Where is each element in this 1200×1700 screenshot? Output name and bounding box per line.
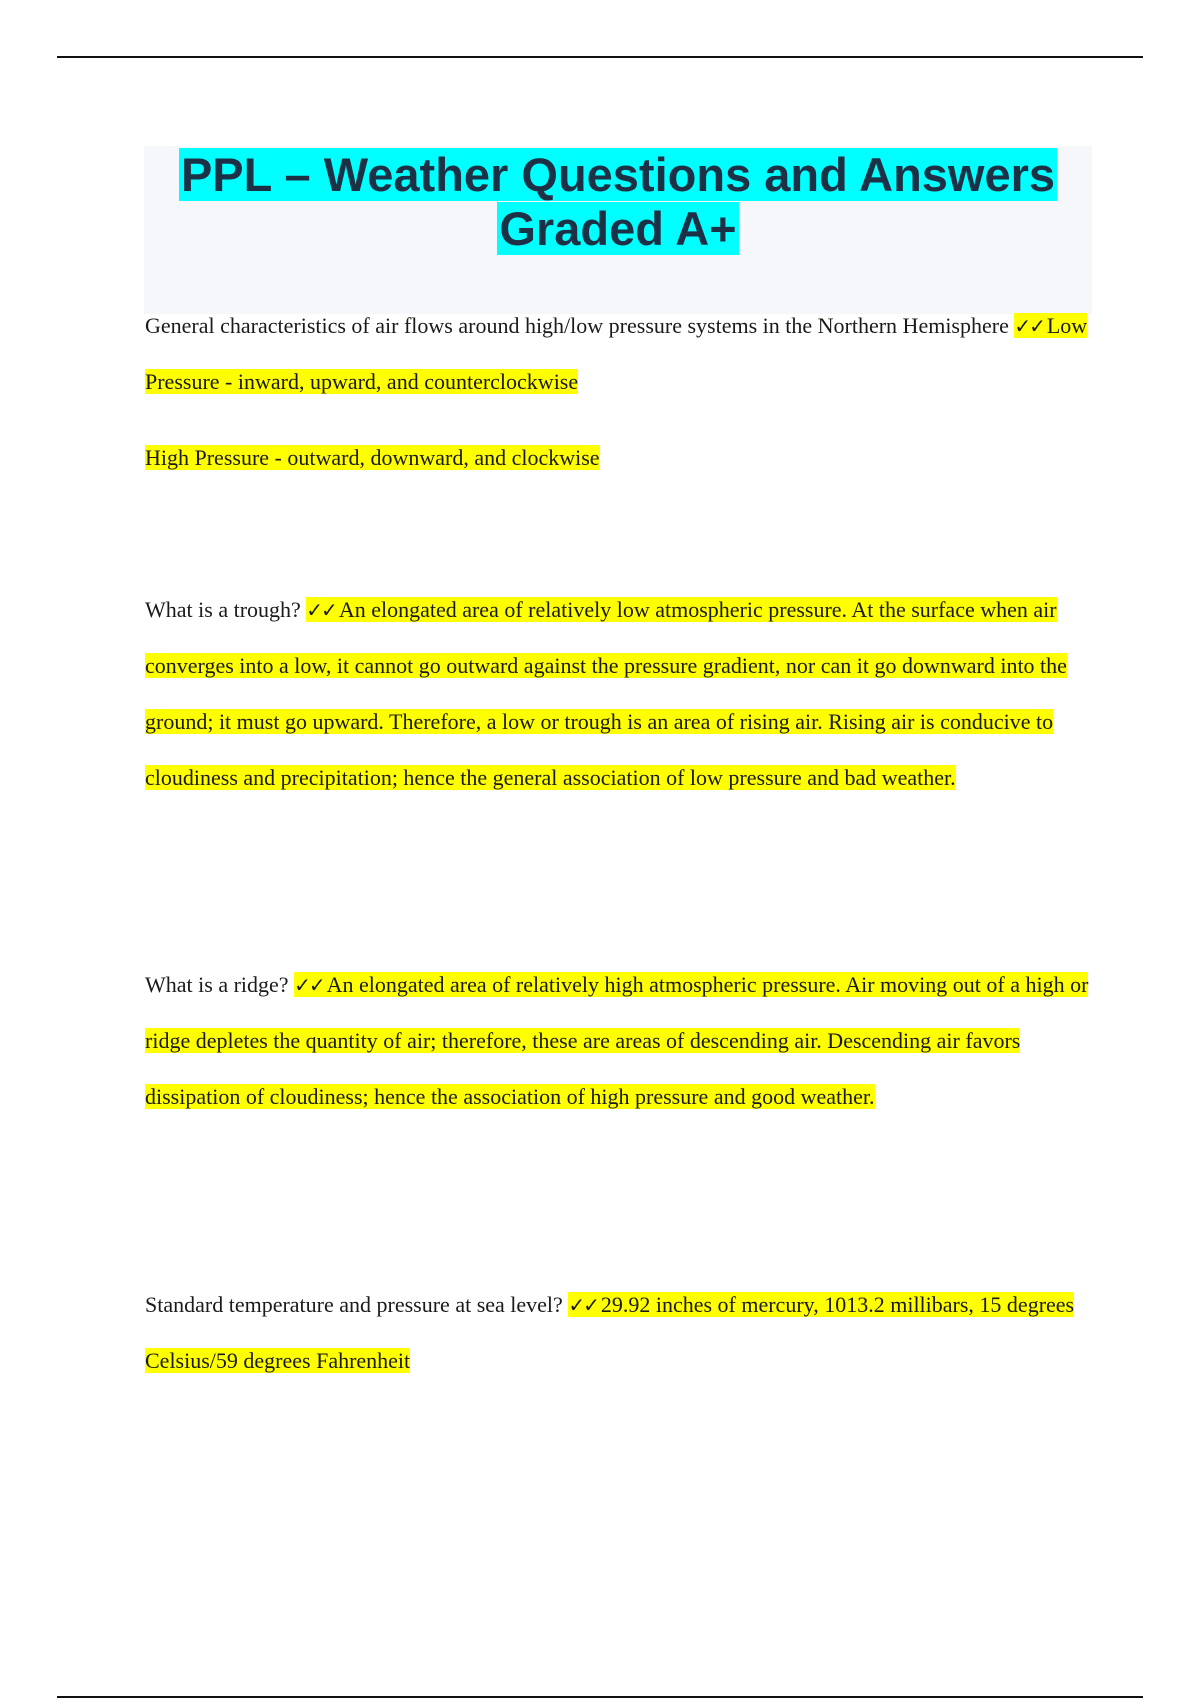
document-title xyxy=(144,146,1092,256)
question-text: Standard temperature and pressure at sea level? xyxy=(145,1292,569,1317)
check-mark-icon: ✓✓ xyxy=(568,1293,598,1317)
qa-item xyxy=(145,1277,1090,1389)
qa-paragraph xyxy=(145,582,1090,806)
qa-item xyxy=(145,957,1090,1125)
qa-item xyxy=(145,298,1090,486)
answer-text: 29.92 inches of mercury, 1013.2 millibars, 15 degrees Celsius/59 degrees Fahrenheit xyxy=(145,1292,1075,1373)
check-mark-icon: ✓✓ xyxy=(294,973,324,997)
question-text: What is a trough? xyxy=(145,597,307,622)
answer-highlight xyxy=(145,597,1067,790)
check-mark-icon: ✓✓ xyxy=(1014,314,1044,338)
question-text: What is a ridge? xyxy=(145,972,295,997)
answer-text: An elongated area of relatively low atmospheric pressure. At the surface when air converges into a low, it cannot go outward against the pressure gradient, nor can it go downward into the ground; it must go upward. Therefore, a low or trough is an area of rising air. Rising air is conducive to cloudiness and precipitation; hence the general association of low pressure and bad weather. xyxy=(145,597,1067,790)
qa-paragraph xyxy=(145,298,1090,410)
answer-text: Low Pressure - inward, upward, and counterclockwise xyxy=(145,313,1088,394)
qa-paragraph xyxy=(145,1277,1090,1389)
document-title-text: PPL – Weather Questions and Answers Graded A+ xyxy=(180,148,1056,255)
bottom-rule xyxy=(57,1696,1143,1698)
answer-text: High Pressure - outward, downward, and clockwise xyxy=(145,445,600,470)
answer-text: An elongated area of relatively high atmospheric pressure. Air moving out of a high or ridge depletes the quantity of air; therefore, these are areas of descending air. Descending air favors dissipation of cloudiness; hence the association of high pressure and good weather. xyxy=(145,972,1089,1109)
top-rule xyxy=(57,56,1143,58)
question-text: General characteristics of air flows around high/low pressure systems in the Northern Hemisphere xyxy=(145,313,1015,338)
qa-paragraph-continued xyxy=(145,430,1090,486)
title-block xyxy=(144,146,1092,314)
check-mark-icon: ✓✓ xyxy=(306,598,336,622)
qa-item xyxy=(145,582,1090,806)
qa-paragraph xyxy=(145,957,1090,1125)
